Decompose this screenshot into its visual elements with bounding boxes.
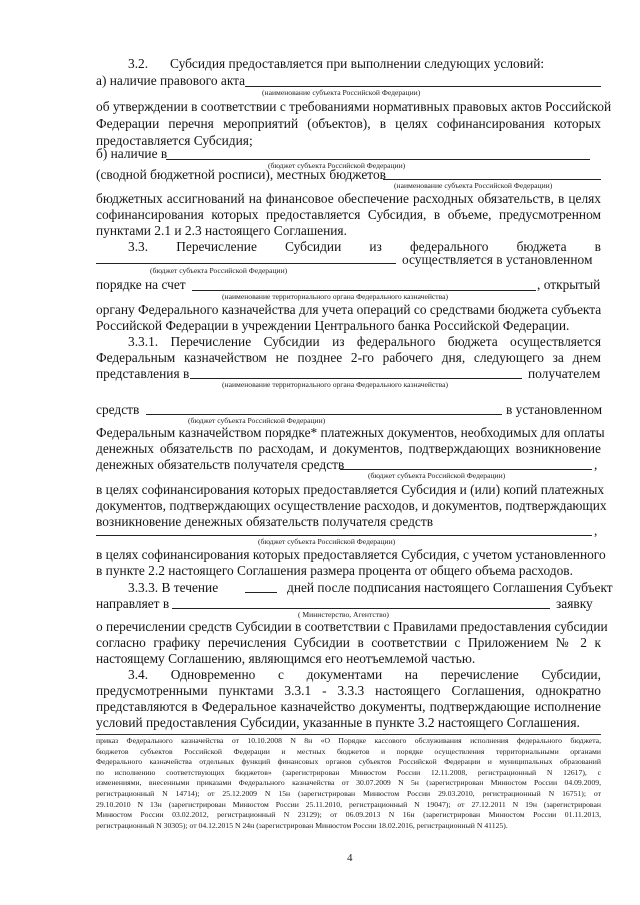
- footnote-line: изменениями, внесенными приказами Федерального казначейства от 30.07.2009 N 5н (зарегистрирован Минюстом России 04.09.2009,: [96, 778, 601, 788]
- paragraph-line: Федерации перечня мероприятий (объектов), в целях софинансирования которых: [96, 116, 601, 131]
- paragraph-line: об утверждении в соответствии с требованиями нормативных правовых актов Российской: [96, 99, 612, 114]
- field-caption: (бюджет субъекта Российской Федерации): [268, 161, 406, 170]
- paragraph-line: дней после подписания настоящего Соглашения Субъект: [287, 580, 613, 595]
- field-caption: (наименование субъекта Российской Федерации): [394, 181, 553, 190]
- field-caption: (бюджет субъекта Российской Федерации): [150, 266, 288, 275]
- blank-line: [340, 469, 592, 470]
- paragraph-line: органу Федерального казначейства для учета операций со средствами бюджета субъекта: [96, 302, 602, 317]
- paragraph-line: согласно графику перечисления Субсидии в соответствии с Приложением № 2 к: [96, 635, 601, 650]
- paragraph-line: софинансирования которых предоставляется Субсидия, в объеме, предусмотренном: [96, 207, 601, 222]
- paragraph-line: возникновение денежных обязательств получателя средств: [96, 514, 434, 529]
- blank-line: [245, 592, 277, 593]
- field-caption: (бюджет субъекта Российской Федерации): [258, 537, 396, 546]
- paragraph-line: денежных обязательств по расходам, и документов, подтверждающих возникновение: [96, 441, 601, 456]
- footnote-line: регистрационный N 14714); от 25.12.2009 N 15н (зарегистрирован Минюстом России 29.03.2010, регистрационный N 16751); от: [96, 789, 601, 798]
- section-3-3-1-line: 3.3.1. Перечисление Субсидии из федерального бюджета осуществляется: [128, 334, 601, 349]
- page-number: 4: [347, 852, 353, 864]
- section-3-3-line: 3.3. Перечисление Субсидии из федерального бюджета в: [128, 239, 601, 254]
- paragraph-line: осуществляется в установленном: [402, 252, 593, 267]
- paragraph-line: ,: [594, 523, 598, 538]
- footnote-line: бюджетов субъектов Российской Федерации и местных бюджетов и порядке осуществления территориальными органами: [96, 746, 601, 756]
- footnote-line: Минюстом России 03.02.2012, регистрационный N 23129); от 06.09.2013 N 16н (зарегистрирован Минюстом России 01.11.2013,: [96, 810, 601, 820]
- paragraph-line: бюджетных ассигнований на финансовое обеспечение расходных обязательств, в целях: [96, 191, 601, 206]
- footnote-separator: [96, 734, 601, 735]
- paragraph-line: получателем: [528, 366, 601, 381]
- paragraph-line: в установленном: [506, 402, 603, 417]
- section-3-2-number: 3.2.: [128, 56, 149, 71]
- paragraph-line: Российской Федерации в учреждении Центрального банка Российской Федерации.: [96, 318, 570, 333]
- paragraph-line: настоящему Соглашению, являющимся его неотъемлемой частью.: [96, 651, 476, 666]
- paragraph-line: (сводной бюджетной росписи), местных бюджетов: [96, 167, 387, 182]
- condition-b-label: б) наличие в: [96, 146, 168, 161]
- paragraph-line: , открытый: [537, 277, 601, 292]
- field-caption: (наименование субъекта Российской Федерации): [262, 88, 421, 97]
- field-caption: (бюджет субъекта Российской Федерации): [368, 471, 506, 480]
- paragraph-line: Федеральным казначейством не позднее 2-го рабочего дня, следующего за днем: [96, 350, 601, 365]
- footnote-line: регистрационный N 30305); от 04.12.2015 N 24н (зарегистрирован Минюстом России 18.02.2016, регистрационный N 41125).: [96, 820, 508, 830]
- paragraph-line: о перечислении средств Субсидии в соответствии с Правилами предоставления субсидии: [96, 619, 608, 634]
- field-caption: (наименование территориального органа Федерального казначейства): [222, 292, 448, 301]
- paragraph-line: в целях софинансирования которых предоставляется Субсидия, с учетом установленного: [96, 547, 606, 562]
- field-caption: (бюджет субъекта Российской Федерации): [188, 416, 326, 425]
- paragraph-line: пунктами 2.1 и 2.3 настоящего Соглашения.: [96, 223, 347, 238]
- paragraph-line: заявку: [556, 596, 593, 611]
- paragraph-line: ,: [594, 457, 598, 472]
- footnote-line: приказ Федерального казначейства от 10.10.2008 N 8н «О Порядке кассового обслуживания исполнения федерального бюджета,: [96, 736, 601, 745]
- paragraph-line: условий предоставления Субсидии, указанные в пункте 3.2 настоящего Соглашения.: [96, 715, 580, 730]
- section-3-2-heading: Субсидия предоставляется при выполнении следующих условий:: [170, 56, 545, 71]
- field-caption: (наименование территориального органа Федерального казначейства): [222, 380, 448, 389]
- paragraph-line: предусмотренными пунктами 3.3.1 - 3.3.3 настоящего Соглашения, однократно: [96, 683, 601, 698]
- paragraph-line: средств: [96, 402, 140, 417]
- paragraph-line: представляются в Федеральное казначейство документы, подтверждающие исполнение: [96, 699, 601, 714]
- paragraph-line: в целях софинансирования которых предоставляется Субсидия и (или) копий платежных: [96, 482, 605, 497]
- paragraph-line: порядке на счет: [96, 277, 186, 292]
- footnote-line: Федерального казначейства отдельных функций финансовых органов субъектов Российской Федерации и муниципальных образований: [96, 757, 601, 767]
- blank-line: [192, 290, 536, 291]
- blank-line: [166, 159, 590, 160]
- blank-line: [190, 378, 522, 379]
- section-3-4-line: 3.4. Одновременно с документами на перечисление Субсидии,: [128, 667, 601, 682]
- paragraph-line: Федеральным казначейством порядке* платежных документов, необходимых для оплаты: [96, 425, 605, 440]
- field-caption: ( Министерство, Агентство): [298, 610, 389, 619]
- blank-line: [96, 263, 396, 264]
- blank-line: [96, 535, 592, 536]
- paragraph-line: направляет в: [96, 596, 170, 611]
- paragraph-line: денежных обязательств получателя средств: [96, 457, 345, 472]
- condition-a-label: а) наличие правового акта: [96, 73, 246, 88]
- blank-line: [146, 414, 502, 415]
- blank-line: [245, 86, 601, 87]
- section-3-3-3-line: 3.3.3. В течение: [128, 580, 219, 595]
- footnote-line: 29.10.2010 N 13н (зарегистрирован Минюстом России 25.11.2010, регистрационный N 19047); от 27.12.2011 N 19н (зарегистрирован: [96, 799, 601, 809]
- footnote-line: по исполнению соответствующих бюджетов» (зарегистрирован Минюстом России 12.11.2008, регистрационный N 12617), с: [96, 767, 601, 777]
- paragraph-line: в пункте 2.2 настоящего Соглашения размера процента от общего объема расходов.: [96, 563, 573, 578]
- paragraph-line: представления в: [96, 366, 190, 381]
- blank-line: [383, 179, 601, 180]
- paragraph-line: документов, подтверждающих осуществление расходов, и документов, подтверждающих: [96, 498, 607, 513]
- blank-line: [172, 608, 550, 609]
- paragraph-line: предоставляется Субсидия;: [96, 133, 253, 148]
